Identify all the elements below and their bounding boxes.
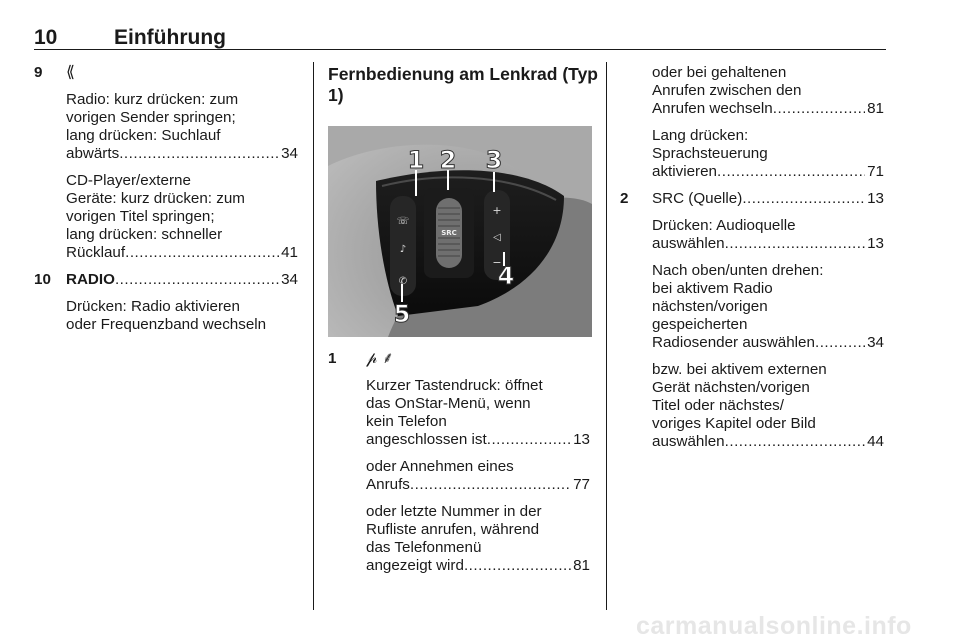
svg-text:✆: ✆ bbox=[398, 276, 408, 287]
svg-text:4: 4 bbox=[497, 262, 515, 290]
item-number: 9 bbox=[34, 64, 43, 81]
page-reference: SRC (Quelle) ..... 13 bbox=[652, 190, 884, 208]
page-reference: aktivieren ..... 71 bbox=[652, 163, 884, 181]
column-middle-items bbox=[328, 350, 590, 575]
seek-back-icon: ⟪ bbox=[66, 64, 75, 81]
svg-text:◁: ◁ bbox=[493, 232, 501, 243]
column-divider bbox=[606, 62, 607, 610]
watermark: carmanualsonline.info bbox=[636, 612, 912, 640]
column-right: oder bei gehaltenen Anrufen zwischen den Anrufen wechseln ..... 81 Lang drücken: Sprachsteuerung aktivieren ..... 71 2 SRC (Quelle) ..... 13 Drücken: Audioquelle auswählen ..... 13 Nach oben/unten drehen: bei aktivem Radio nächsten/vorigen gespeicherten Radiosender auswählen ..... 34 bzw. bei aktivem externen Gerät nächsten/vorigen Titel oder nächstes/ voriges Kapitel oder Bild auswählen ..... 44 bbox=[620, 64, 884, 451]
svg-text:♪: ♪ bbox=[399, 244, 407, 255]
item-2: 2 SRC (Quelle) ..... 13 Drücken: Audioquelle auswählen ..... 13 Nach oben/unten drehen: bei aktivem Radio nächsten/vorigen gespeicherten Radiosender auswählen ..... 34 bzw. bei aktivem externen Gerät nächsten/vorigen Titel oder nächstes/ voriges Kapitel oder Bild auswählen ..... 44 bbox=[620, 190, 884, 451]
page-number: 10 bbox=[34, 26, 58, 49]
svg-text:3: 3 bbox=[485, 146, 503, 174]
svg-text:5: 5 bbox=[393, 300, 411, 328]
steering-wheel-controls-photo bbox=[328, 126, 592, 337]
item-number: 1 bbox=[328, 350, 337, 367]
item-9: 9 ⟪ Radio: kurz drücken: zum vorigen Sender springen; lang drücken: Suchlauf abwärts ..... 34 CD-Player/externe Geräte: kurz drücken: zum vorigen Titel springen; lang drücken: schneller Rücklauf ..... 41 bbox=[34, 64, 298, 262]
header-rule bbox=[34, 49, 886, 50]
section-title: Fernbedienung am Lenkrad (Typ 1) bbox=[328, 64, 598, 105]
svg-text:SRC: SRC bbox=[441, 229, 457, 237]
chapter-title: Einführung bbox=[114, 26, 226, 49]
page-reference: auswählen ..... 44 bbox=[652, 433, 884, 451]
column-middle bbox=[328, 64, 598, 106]
page-reference: Anrufen wechseln ..... 81 bbox=[652, 100, 884, 118]
page-header bbox=[34, 26, 886, 56]
page-reference: Rücklauf ..... 41 bbox=[66, 244, 298, 262]
page-reference: abwärts ..... 34 bbox=[66, 145, 298, 163]
page-reference: auswählen ..... 13 bbox=[652, 235, 884, 253]
page-reference: RADIO ..... 34 bbox=[66, 271, 298, 289]
page-reference: Anrufs ..... 77 bbox=[366, 476, 590, 494]
svg-text:−: − bbox=[492, 256, 502, 269]
svg-text:1: 1 bbox=[407, 146, 425, 174]
svg-text:2: 2 bbox=[439, 146, 457, 174]
page-reference: angeschlossen ist ..... 13 bbox=[366, 431, 590, 449]
item-1: 1 𝓅 ⸙ Kurzer Tastendruck: öffnet das OnStar-Menü, wenn kein Telefon angeschlossen ist ..... 13 oder Annehmen eines Anrufs ..... 77 oder letzte Nummer in der Rufliste anrufen, während das Telefonmenü angezeigt wird ..... 81 bbox=[328, 350, 590, 575]
page-reference: Radiosender auswählen ..... 34 bbox=[652, 334, 884, 352]
svg-text:☏: ☏ bbox=[396, 216, 410, 227]
column-divider bbox=[313, 62, 314, 610]
phone-voice-icon: 𝓅 ⸙ bbox=[366, 350, 394, 367]
column-left bbox=[34, 64, 298, 334]
page-reference: angezeigt wird ..... 81 bbox=[366, 557, 590, 575]
item-number: 2 bbox=[620, 190, 629, 207]
item-number: 10 bbox=[34, 271, 51, 288]
svg-text:+: + bbox=[492, 204, 502, 217]
item-10: 10 RADIO ..... 34 Drücken: Radio aktivieren oder Frequenzband wechseln bbox=[34, 271, 298, 334]
